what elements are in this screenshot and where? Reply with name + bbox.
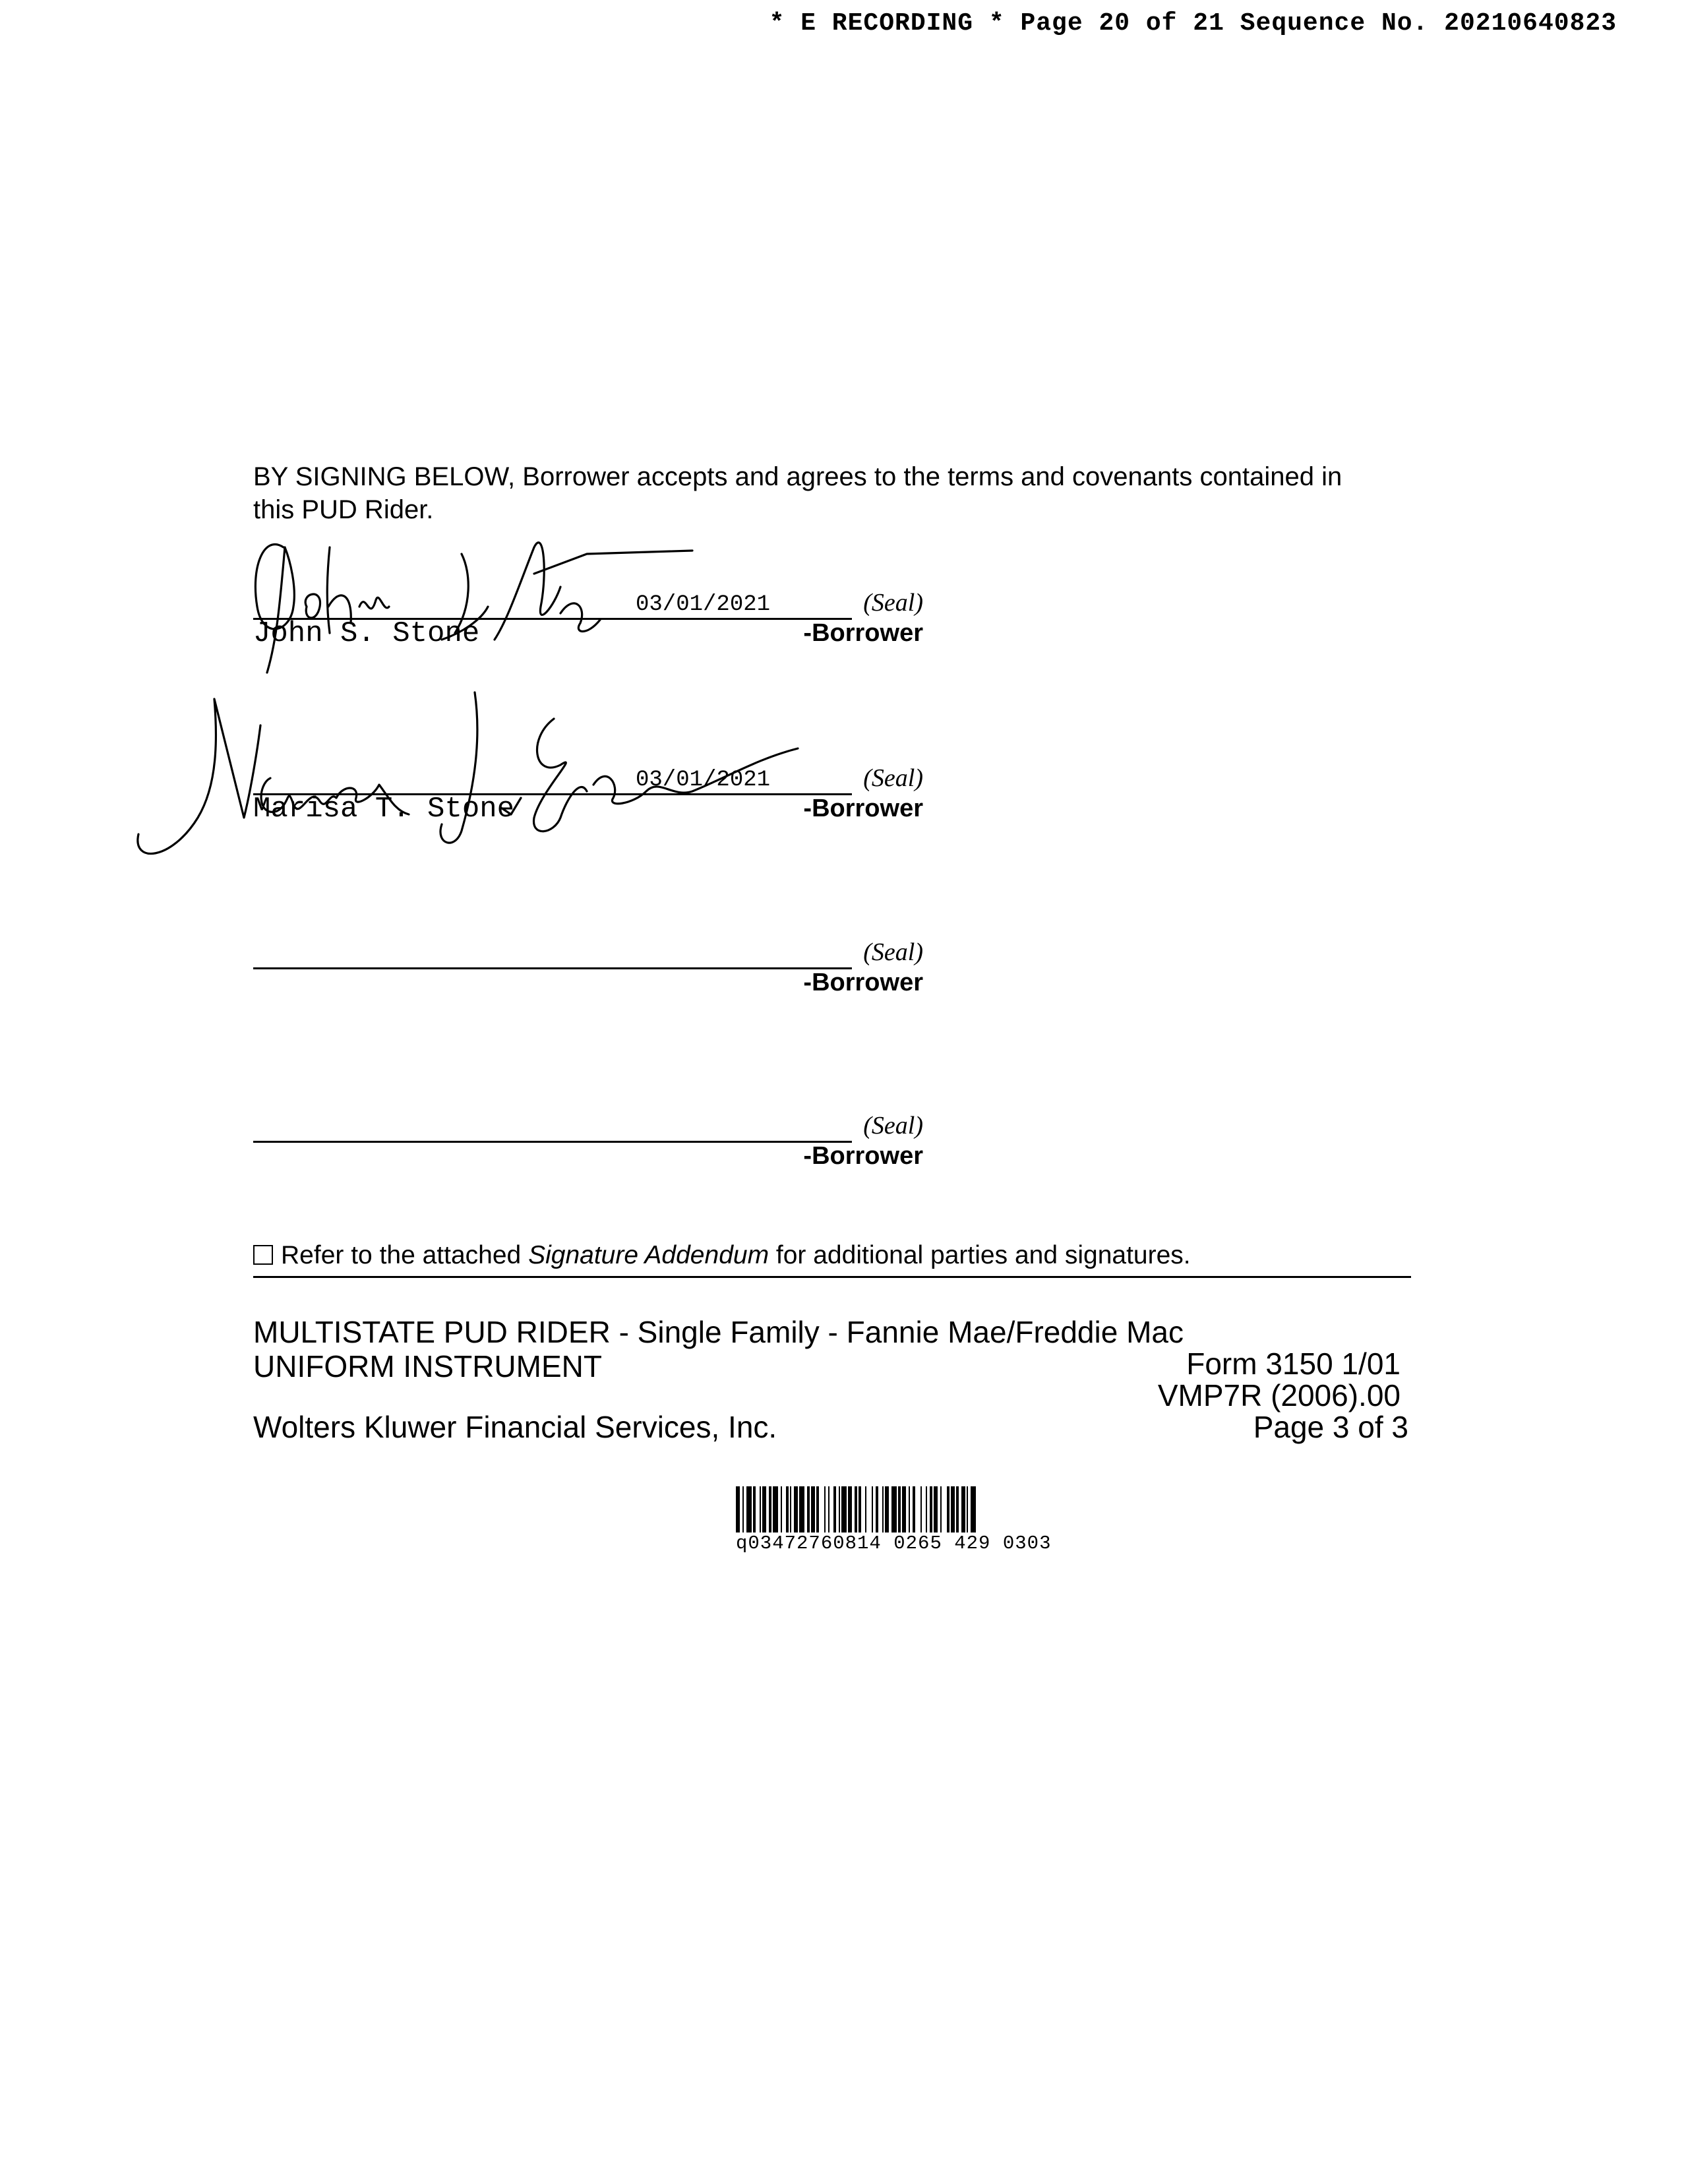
typed-name: John S. Stone [253, 617, 480, 650]
borrower-label: -Borrower [803, 969, 923, 996]
signature-line [253, 967, 852, 969]
barcode-bar [833, 1486, 836, 1532]
barcode-bar [934, 1486, 938, 1532]
signing-statement: BY SIGNING BELOW, Borrower accepts and agrees to the terms and covenants contained in this PUD Rider. [253, 462, 1342, 524]
barcode-bar [859, 1486, 861, 1532]
barcode-bar [891, 1486, 897, 1532]
form-instrument: UNIFORM INSTRUMENT [253, 1349, 602, 1383]
barcode-bar [940, 1486, 942, 1532]
handwritten-signature-john [244, 508, 732, 679]
barcode-bar [769, 1486, 771, 1532]
addendum-checkbox[interactable] [253, 1245, 273, 1265]
publisher: Wolters Kluwer Financial Services, Inc. [253, 1410, 777, 1444]
barcode-bar [736, 1486, 740, 1532]
signature-date: 03/01/2021 [636, 592, 771, 617]
barcode-bar [828, 1486, 829, 1532]
barcode-bar [947, 1486, 950, 1532]
barcode-bar [956, 1486, 959, 1532]
page-number: Page 3 of 3 [1253, 1410, 1408, 1444]
barcode-bar [824, 1486, 826, 1532]
barcode-bar [781, 1486, 782, 1532]
addendum-suffix: for additional parties and signatures. [769, 1241, 1191, 1269]
barcode-bar [839, 1486, 840, 1532]
barcode-bar [753, 1486, 756, 1532]
borrower-label: -Borrower [803, 1142, 923, 1170]
seal-label: (Seal) [863, 938, 923, 966]
barcode-bar [807, 1486, 810, 1532]
barcode-bar [902, 1486, 906, 1532]
handwritten-signature-marisa [132, 686, 811, 870]
barcode-bar [742, 1486, 744, 1532]
barcode-bar [790, 1486, 791, 1532]
barcode-bar [951, 1486, 955, 1532]
addendum-prefix: Refer to the attached [281, 1241, 529, 1269]
signature-block-3 [253, 938, 923, 1016]
signature-addendum-note [253, 1241, 1191, 1270]
barcode-bar [872, 1486, 873, 1532]
barcode-bar [885, 1486, 889, 1532]
barcode-bar [967, 1486, 968, 1532]
barcode-bar [848, 1486, 852, 1532]
barcode-number: q03472760814 0265 429 0303 [736, 1532, 1052, 1554]
barcode-bar [898, 1486, 901, 1532]
seal-label: (Seal) [863, 589, 923, 617]
seal-label: (Seal) [863, 1112, 923, 1139]
barcode-bar [816, 1486, 819, 1532]
barcode-bar [799, 1486, 804, 1532]
barcode-bar [786, 1486, 789, 1532]
barcode [736, 1486, 1191, 1536]
typed-name: Marisa T. Stone [253, 793, 515, 826]
barcode-bar [971, 1486, 976, 1532]
barcode-bar [760, 1486, 761, 1532]
form-vmp-code: VMP7R (2006).00 [1157, 1378, 1401, 1412]
barcode-bar [855, 1486, 857, 1532]
barcode-bar [811, 1486, 815, 1532]
form-title: MULTISTATE PUD RIDER - Single Family - Fannie Mae/Freddie Mac [253, 1315, 1184, 1349]
barcode-bar [746, 1486, 752, 1532]
barcode-bar [920, 1486, 922, 1532]
barcode-bar [961, 1486, 965, 1532]
borrower-label: -Borrower [803, 795, 923, 822]
borrower-label: -Borrower [803, 619, 923, 647]
signature-date: 03/01/2021 [636, 768, 771, 793]
barcode-bar [773, 1486, 778, 1532]
form-number: Form 3150 1/01 [1186, 1347, 1401, 1381]
barcode-bar [794, 1486, 798, 1532]
footer-divider [253, 1276, 1411, 1278]
barcode-bar [909, 1486, 910, 1532]
barcode-bar [762, 1486, 766, 1532]
barcode-bar [930, 1486, 932, 1532]
signature-block-4 [253, 1112, 923, 1189]
barcode-bar [926, 1486, 927, 1532]
barcode-bar [913, 1486, 915, 1532]
recording-stamp: * E RECORDING * Page 20 of 21 Sequence No. 20210640823 [769, 9, 1617, 38]
addendum-emphasis: Signature Addendum [528, 1241, 769, 1269]
barcode-bar [865, 1486, 866, 1532]
barcode-bar [841, 1486, 847, 1532]
barcode-bar [876, 1486, 878, 1532]
signature-line [253, 1141, 852, 1143]
seal-label: (Seal) [863, 764, 923, 792]
barcode-bar [882, 1486, 884, 1532]
